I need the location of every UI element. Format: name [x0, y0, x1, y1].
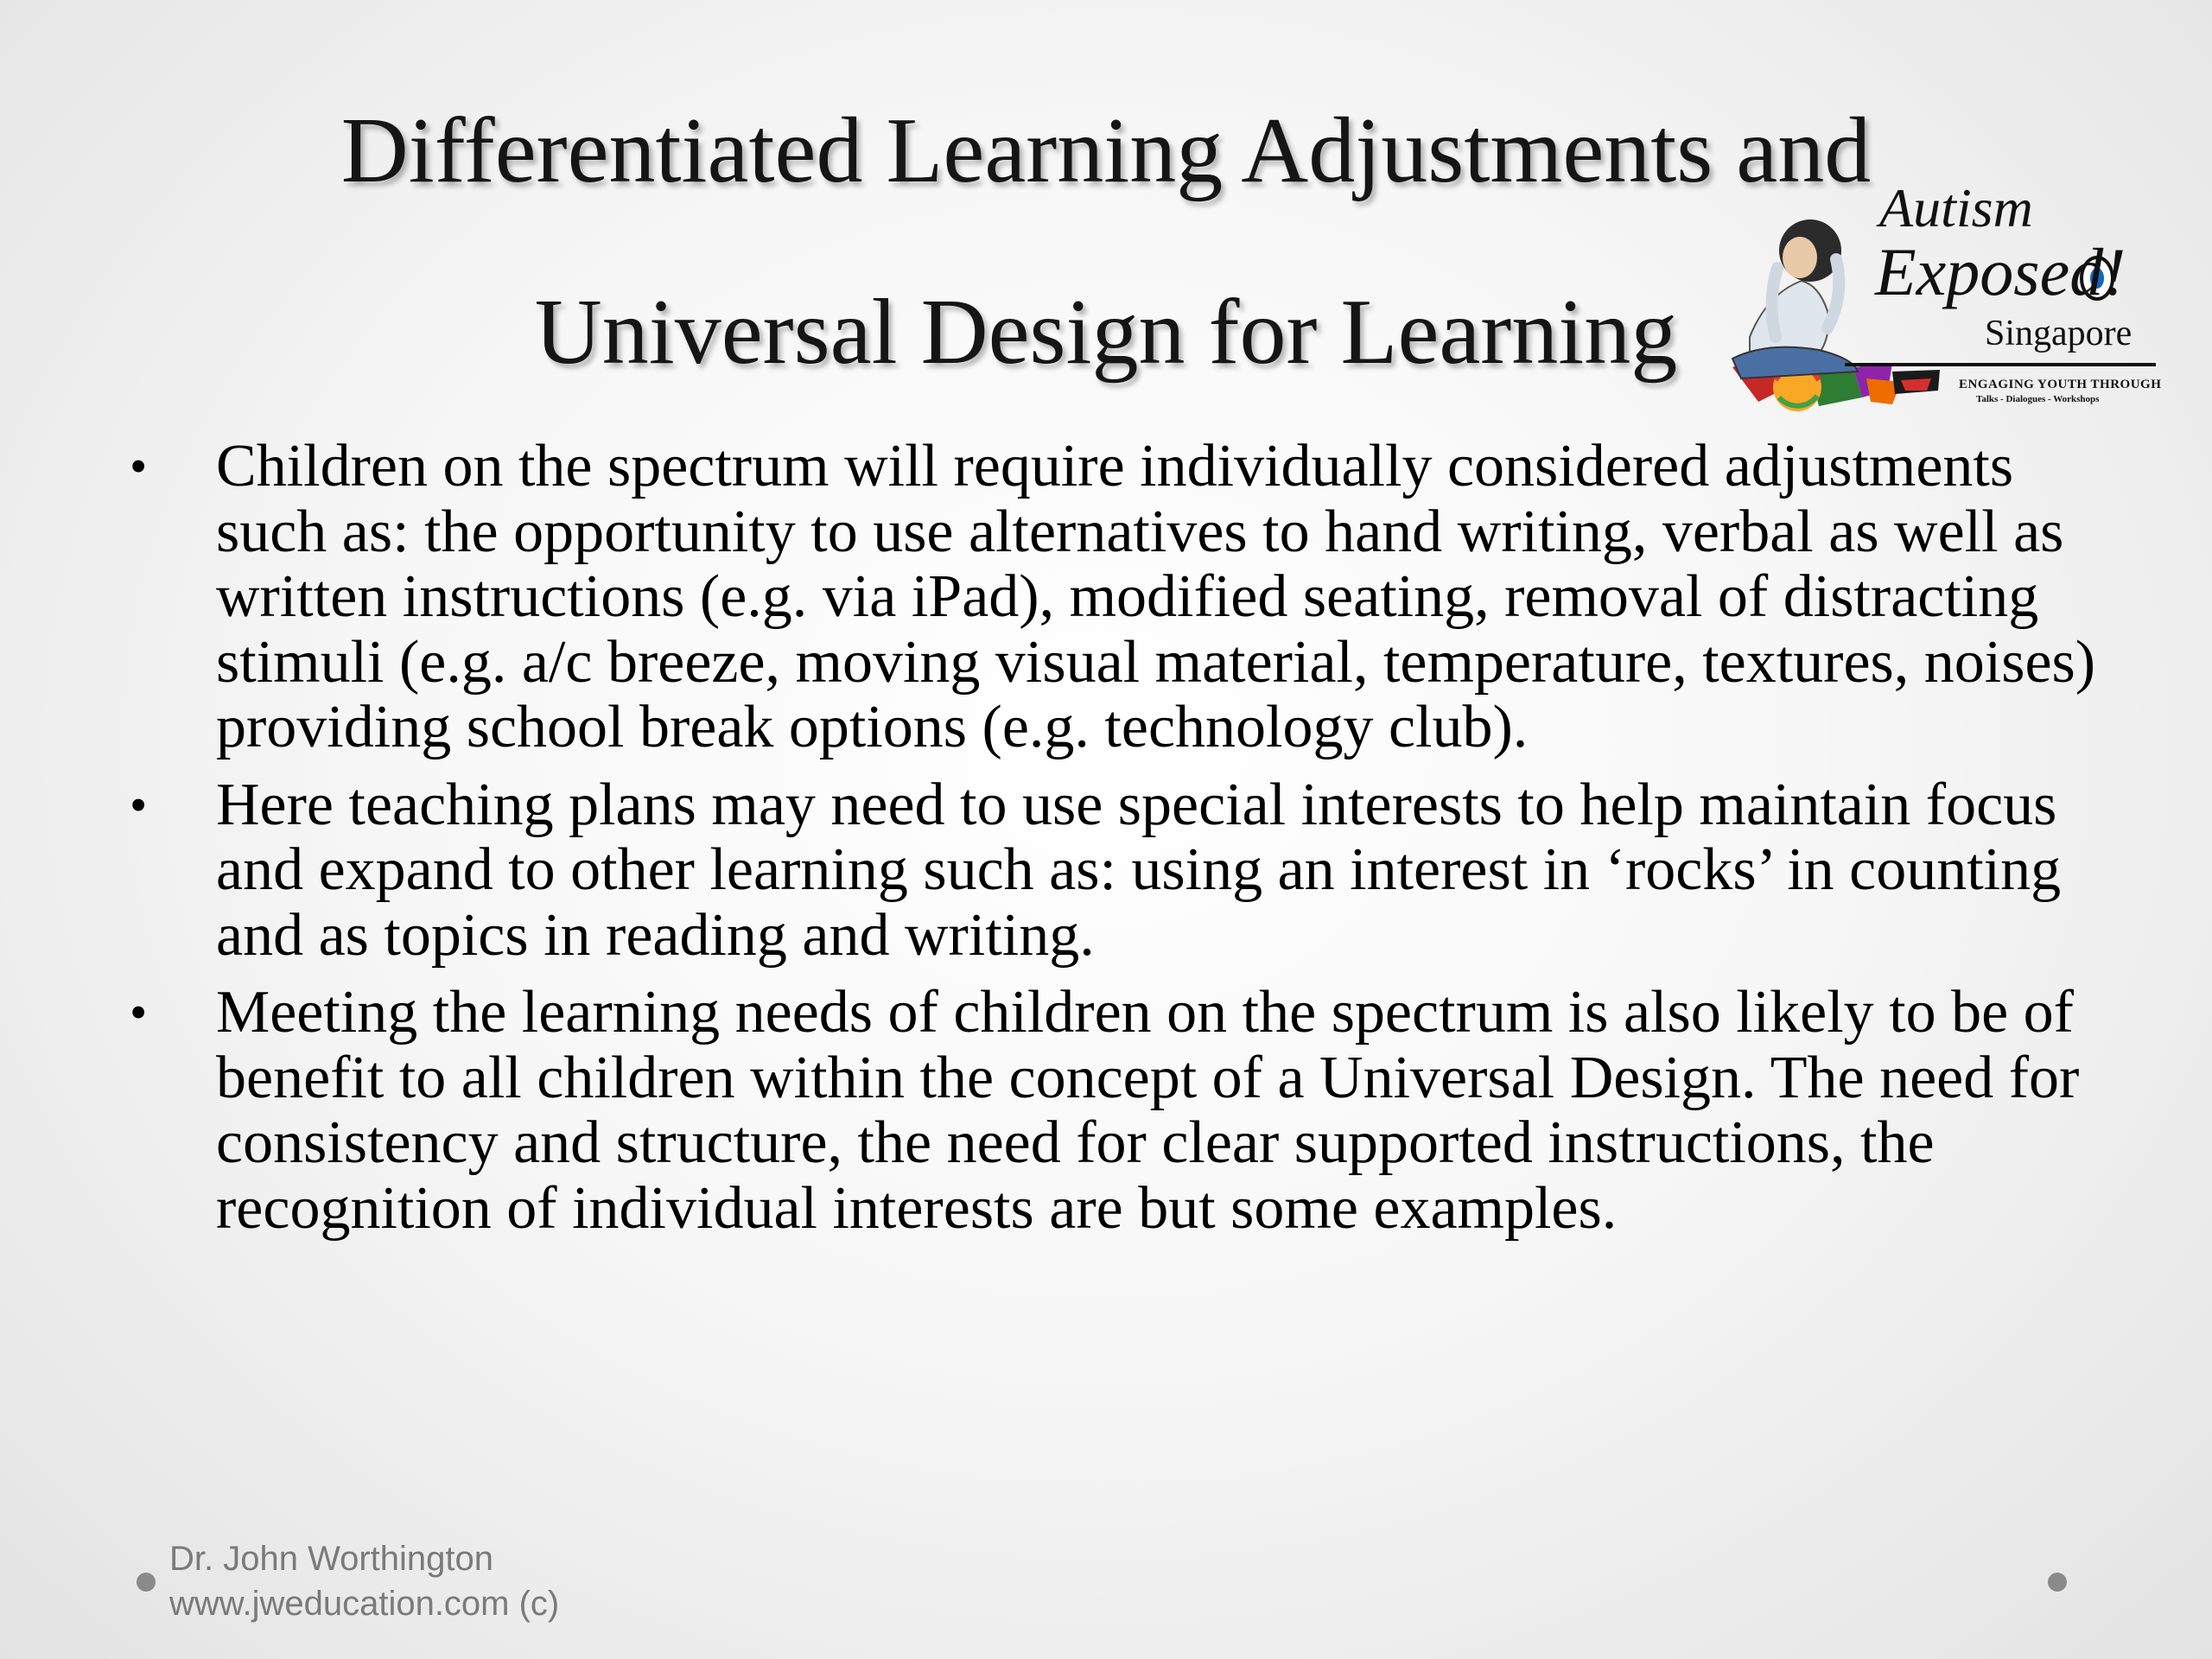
bullet-item [130, 980, 2100, 1241]
bullet-item [130, 772, 2100, 969]
slide-title-line-2: Universal Design for Learning [534, 281, 1678, 384]
bullet-icon: • [130, 776, 148, 833]
logo-text-autism: Autism [1879, 177, 2033, 238]
footer-website: www.jweducation.com (c) [169, 1585, 560, 1623]
bullet-icon: • [130, 984, 148, 1040]
footer-left-dot [137, 1573, 156, 1592]
bullet-item [130, 434, 2100, 760]
footer-credit [169, 1536, 559, 1626]
logo-text-singapore: Singapore [1985, 314, 2133, 353]
logo-text-exposed: Exposed! [1875, 234, 2126, 309]
bullet-icon: • [130, 438, 148, 494]
logo-tagline: ENGAGING YOUTH THROUGH [1959, 378, 2162, 391]
footer-right-dot [2048, 1573, 2067, 1592]
bullet-text: Children on the spectrum will require individually considered adjustments such as: the opportunity to use alternatives to hand writing, verbal as well as written instructions (e.g. via iPad), modified seating, removal of distracting stimuli (e.g. a/c breeze, moving visual material, temperature, textures, noises) providing school break options (e.g. technology club). [216, 433, 2096, 760]
slide-title-line-1: Differentiated Learning Adjustments and [340, 99, 1872, 202]
bullet-text: Meeting the learning needs of children on the spectrum is also likely to be of benefit to all children within the concept of a Universal Design. The need for consistency and structure, the need for clear supported instructions, the recognition of individual interests are but some examples. [216, 979, 2080, 1242]
autism-exposed-logo [1715, 164, 2173, 415]
logo-subtagline: Talks - Dialogues - Workshops [1976, 394, 2100, 404]
footer-author: Dr. John Worthington [169, 1540, 494, 1578]
bullet-text: Here teaching plans may need to use special interests to help maintain focus and expand to other learning such as: using an interest in ‘rocks’ in counting and as topics in reading and writing. [216, 771, 2062, 969]
bullet-list [130, 434, 2100, 1253]
logo-divider [1845, 363, 2156, 366]
